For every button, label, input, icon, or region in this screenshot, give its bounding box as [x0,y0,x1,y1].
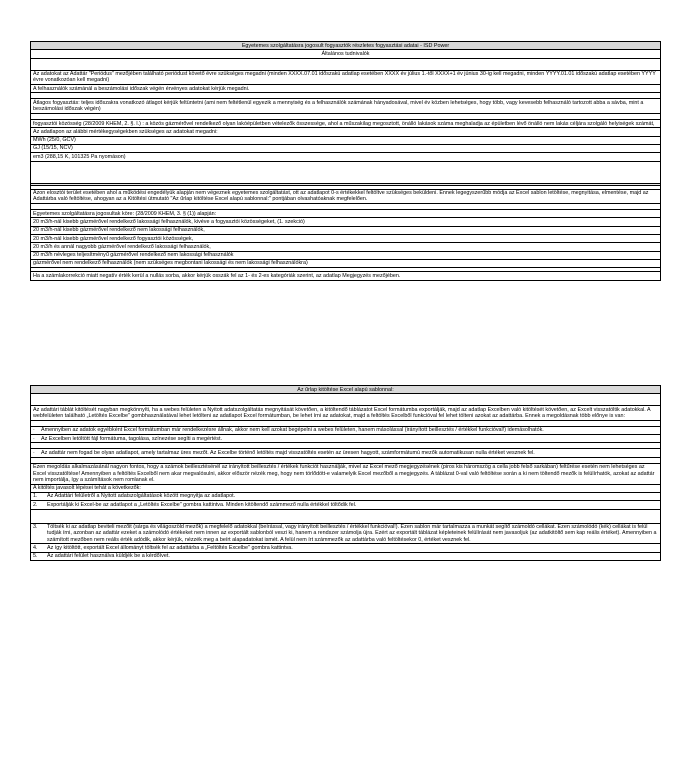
spacer-row [30,162,661,184]
step-item [30,524,661,545]
advantage-item [30,427,661,435]
spacer-row [30,59,661,71]
unit-item: GJ (15/15, NCV) [30,145,661,153]
bullet-icon: · [33,435,35,442]
advantage-text: Az adattár nem fogad be olyan adatlapot, amely tartalmaz üres mezőt. Az Excelbe történő letöltés majd visszatöltés esetén az üresen hagyott, számformátumú mezők automatikusan nulla értéket vesznek fel. [41,449,535,456]
step-number: 5. [33,553,38,560]
advantage-text: Az Excelben letöltött fájl formátuma, tagolása, színezése segíti a megértést. [41,435,222,442]
bullet-icon: · [33,427,35,434]
step-item [30,553,661,561]
zero-values-note: Azon elosztói terület esetében ahol a működési engedélyük alapján nem végeznek egyetemes szolgáltatást, ott az adatlapot 0-s értékekkel feltöltve szükséges beküldeni. Ennek legegyszerűbb módja az Excel sablon letöltése, megnyitása, elmentése, majd az Adattárba való feltöltése, ahogyan az a Kitöltési útmutató "Az űrlap kitöltése Excel alapú sablonnal:" pontjában olvashatóaknak megfelelően. [30,190,661,205]
bullet-icon: · [33,449,35,456]
users-note: A felhasználók számánál a beszámolási időszak végén érvényes adatokat kérjük megadni. [30,85,661,93]
eligibility-item: gázmérővel nem rendelkező felhasználók (nem szükséges megbontani lakossági és nem lakossági felhasználókra) [30,260,661,268]
section-excel-template [30,385,661,561]
units-intro: Az adatlapon az alábbi mértékegységekben szükséges az adatokat megadni: [30,128,661,136]
unit-item: em3 (288,15 K, 101325 Pa nyomáson) [30,153,661,161]
advantage-item [30,449,661,457]
excel-intro: Az adattári táblát kitöltését nagyban megkönnyíti, ha a webes felületen a Nyitott adatszolgáltatás megnyitását követően, a kitöltendő táblázatot Excel formátumba exportálják, majd az adatlap Excelben való kitöltését követően, az Excelt visszatöltik adatokkal. A webfelületen található „Letöltés Excelbe" gombhasználatával lehet letölteni az adatlapot Excel formátumban, be lehet írni az adatokat, majd a feltöltés Excelből funkcióval fel lehet tölteni azokat az adattárba. Ennek a megoldásnak több előnye is van: [30,406,661,421]
step-text: Az Adattári felületről a Nyitott adatszolgáltatások között megnyitja az adatlapot. [47,493,236,500]
step-item [30,544,661,552]
step-number: 4. [33,544,38,551]
eligibility-item: 20 m3/h-nál kisebb gázmérővel rendelkező nem lakossági felhasználók, [30,227,661,235]
step-text: Az így kitöltött, exportált Excel állományt töltsék fel az adattárba a „Feltöltés Excelbe" gombra kattintva. [47,544,293,551]
unit-item: MWh (25/0, GCV) [30,137,661,145]
advantage-item [30,435,661,443]
eligibility-intro: Egyetemes szolgáltatásra jogosultak köre: (28/2009 KHEM, 3. § (1)) alapján: [30,210,661,218]
period-note: Az adatokat az Adattár "Periódus" mezőjében található periódust követő évre szükséges megadni (minden XXXX.07.01 időszakú adatlap esetében XXXX év július 1.-től XXXX+1 év június 30-ig kell megadni, minden YYYY.01.01 időszakú adatlap esetében YYYY évre vonatkozóan kell megadni) [30,71,661,86]
spacer-row [30,394,661,406]
caution-note: Ezen megoldás alkalmazásánál nagyon fontos, hogy a számok beillesztésénél az irányított beillesztés / értékek funkciót használják, mivel az Excel mező megjegyzésének (piros kis háromszög a cella jobb felső sarkában) feltűrése esetén nem lehetséges az Excel visszatöltése! Amennyiben a feltöltés Excelből nem akar megvalósulni, akkor először nézék meg, hogy nem törlődött-e valamelyik Excel mezőből a megjegyzés. A táblázat 0-val való feltöltése során a ki nem töltendő mezők is felülírhatók, azokat az adattár nem importálja, így a számítások nem romlanak el. [30,464,661,485]
steps-intro: A kitöltés javasolt lépései tehát a következők: [30,485,661,493]
step-number: 3. [33,524,38,531]
step-number: 2. [33,501,38,508]
advantage-text: Amennyiben az adatok egyébként Excel formátumban már rendelkezésre állnak, akkor nem kell azokat begépelni a webes felületen, hanem másolással (irányított beillesztés / értékkel funkcióval!) idemásolhatók. [41,427,544,434]
consumer-community-note: fogyasztói közösség (28/2009 KHEM, 2. §. l.) : a közös gázmérővel rendelkező olyan lakóépületben vételezők összessége, ahol a műszakilag megosztott, önálló lakások száma meghaladja az épületben lévő önálló nem lakás céljára szolgáló helyiségek számát, [30,120,661,128]
step-text: Az adattári felület használva küldjék be a kérdőívet. [47,553,170,560]
eligibility-item: 20 m3/h névleges teljesítményű gázmérővel rendelkező nem lakossági felhasználók [30,252,661,260]
step-number: 1. [33,493,38,500]
step-text: Töltsék ki az adatlap beviteli mezőit (sárga és világoszöld mezők) a megfelelő adatokkal (beírással, vagy irányított beillesztés / értékkel funkcióval!). Ezen sablon már tartalmazza a munkát segítő számoldó cellákat. Ezen számolódó (kék) cellákat is felül tudják írni, azonban az adattár ezeket a számolódó értékeket nem innen az exportált sablonból veszi ki, hanem a rendszer számolja újra. Ezért az exportált táblázat képleteinek felülírását nem javasoljuk (az adatkitöltő sem kap reális értéket). Amennyiben a számított mezőben nem reális érték adódik, akkor kérjük, nézzék meg a beírt alapadatokat ismét. A felül nem írt számmezők az adattárba való feltöltésekor 0, értéket vesznek fel. [47,524,657,543]
section-general-info [30,41,661,281]
sheet-title: Egyetemes szolgáltatásra jogosult fogyasztók részletes fogyasztási adatai - ISD Power [30,41,661,50]
spacer-row [30,510,661,524]
step-item [30,501,661,509]
eligibility-item: 20 m3/h-nál kisebb gázmérővel rendelkező fogyasztói közösségek, [30,235,661,243]
eligibility-item: 20 m3/h-nál kisebb gázmérővel rendelkező lakossági felhasználók, kivéve a fogyasztói közösségeket, (1. szekció) [30,218,661,226]
eligibility-item: 20 m3/h és annál nagyobb gázmérővel rendelkező lakossági felhasználók, [30,243,661,251]
negative-value-note: Ha a számlakorrekció miatt negatív érték kerül a nullás sorba, akkor kérjük osszák fel az 1- és 2-es kategóriák szerint, az adatlap Megjegyzés mezőjében. [30,272,661,280]
excel-template-title: Az űrlap kitöltése Excel alapú sablonnal: [30,385,661,394]
step-item [30,493,661,501]
general-info-heading: Általános tudnivalók [30,50,661,58]
step-text: Exportálják ki Excel-be az adatlapot a „Letöltés Excelbe" gombra kattintva. Minden kitöltendő számmező nulla értékkel töltődik fel. [47,501,357,508]
average-consumption-note: Átlagos fogyasztás: teljes időszakra vonatkozó átlagot kérjük feltüntetni (ami nem feltétlenül egyezik a mennyiség és a felhasználók számának hányadosával, mivel év közben lehetséges, hogy több, vagy kevesebb felhasználó tartozott abba a sávba, mint a beszámolási időszak végén) [30,99,661,114]
